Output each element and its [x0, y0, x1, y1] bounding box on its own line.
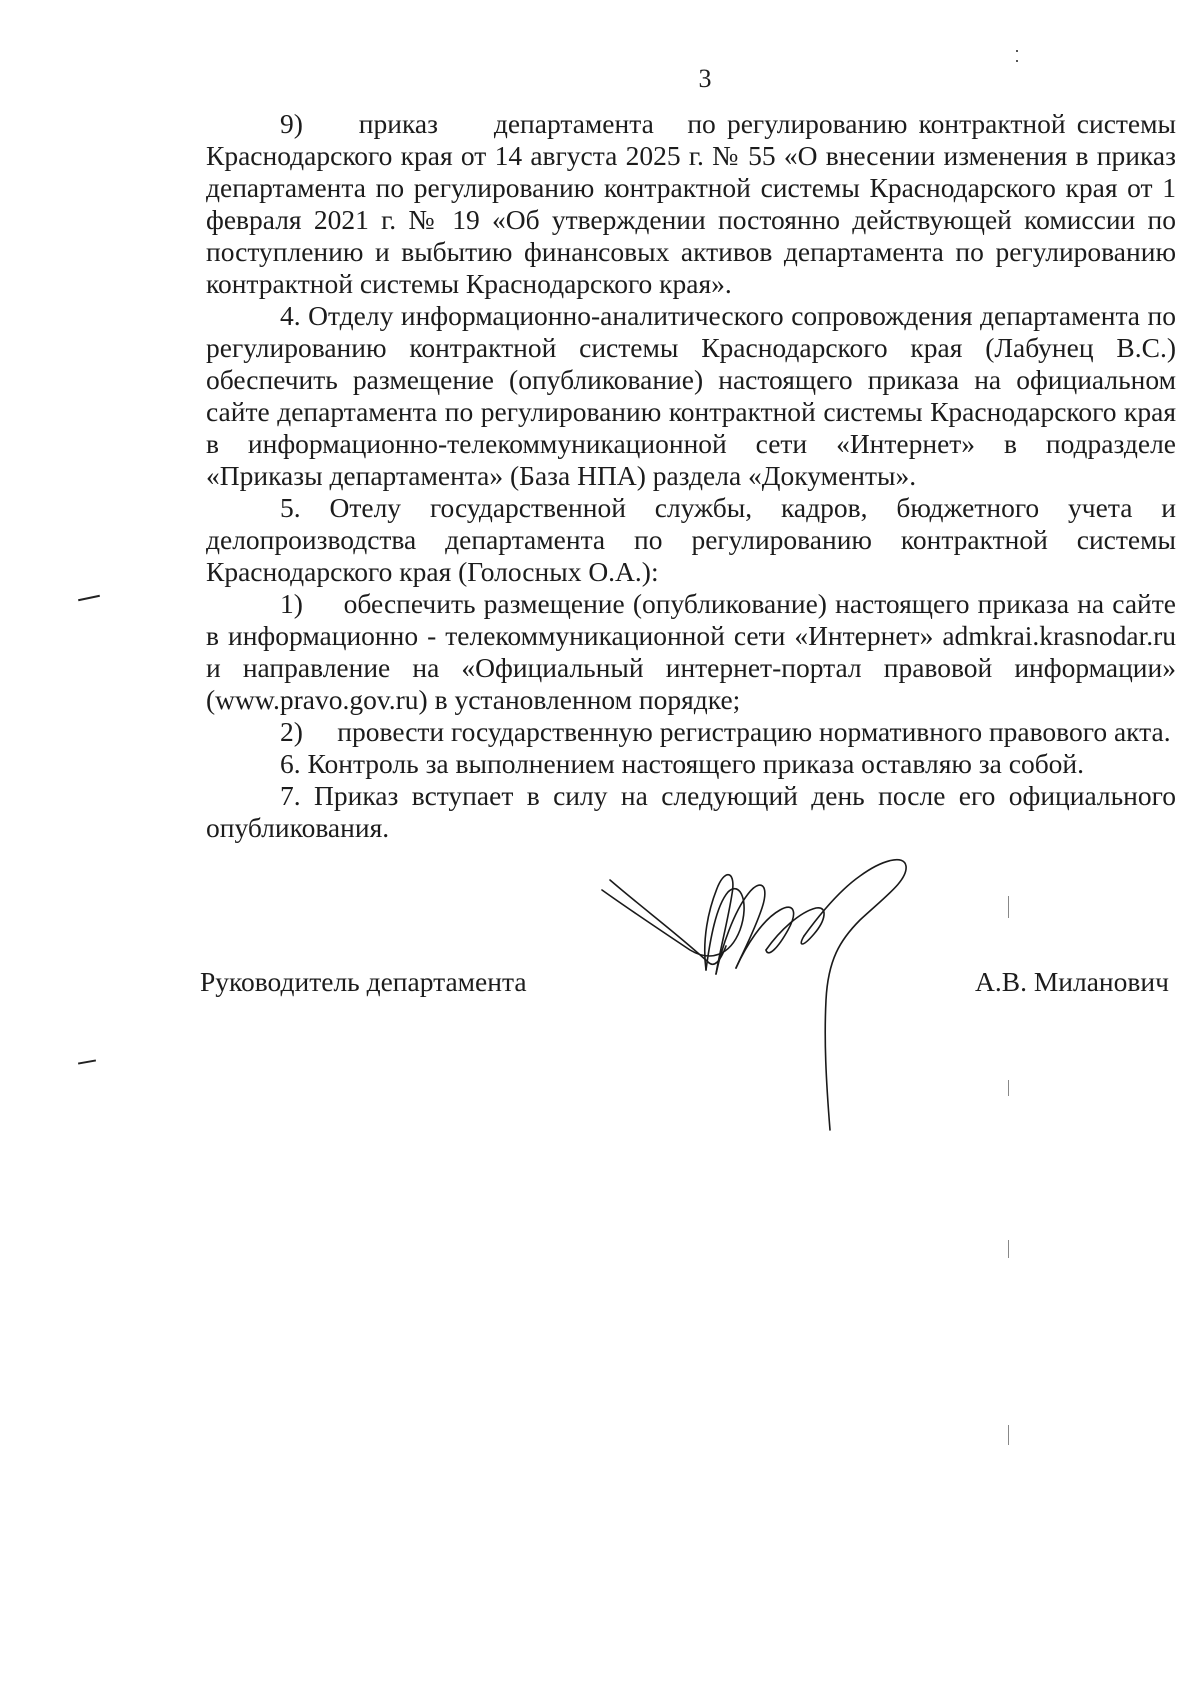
paragraph-7: 7. Приказ вступает в силу на следующий день после его официального опубликования. — [206, 780, 1176, 843]
paragraph-5-subitem-1: 1) обеспечить размещение (опубликование) настоящего приказа на сайте в информационно - телекоммуникационной сети «Интернет» admkrai.krasnodar.ru и направление на «Официальный интернет-портал правовой информации» (www.pravo.gov.ru) в установленном порядке; — [206, 588, 1176, 715]
document-body — [206, 108, 1176, 844]
paragraph-4: 4. Отделу информационно-аналитического сопровождения департамента по регулированию контрактной системы Краснодарского края (Лабунец В.С.) обеспечить размещение (опубликование) настоящего приказа на официальном сайте департамента по регулированию контрактной системы Краснодарского края в информационно-телекоммуникационной сети «Интернет» в подразделе «Приказы департамента» (База НПА) раздела «Документы». — [206, 300, 1176, 491]
scan-artifact-mark — [1008, 1240, 1009, 1258]
signer-name: А.В. Миланович — [975, 966, 1169, 997]
scan-artifact-mark — [1016, 50, 1018, 52]
scan-artifact-mark — [1008, 896, 1009, 918]
paragraph-item-9: 9) приказ департамента по регулированию контрактной системы Краснодарского края от 14 августа 2025 г. № 55 «О внесении изменения в приказ департамента по регулированию контрактной системы Краснодарского края от 1 февраля 2021 г. № 19 «Об утверждении постоянно действующей комиссии по поступлению и выбытию финансовых активов департамента по регулированию контрактной системы Краснодарского края». — [206, 108, 1176, 299]
scan-artifact-mark — [78, 1059, 96, 1064]
signature-block — [0, 966, 1200, 1006]
scan-artifact-mark — [1008, 1425, 1009, 1445]
paragraph-5-subitem-2: 2) провести государственную регистрацию нормативного правового акта. — [280, 716, 1171, 747]
signer-position: Руководитель департамента — [200, 966, 527, 997]
page-number: 3 — [698, 64, 712, 93]
scan-artifact-mark — [1008, 1080, 1009, 1096]
paragraph-6: 6. Контроль за выполнением настоящего приказа оставляю за собой. — [280, 748, 1085, 779]
scan-artifact-mark — [1016, 60, 1018, 62]
paragraph-5: 5. Отелу государственной службы, кадров, бюджетного учета и делопроизводства департамента по регулированию контрактной системы Краснодарского края (Голосных О.А.): — [206, 492, 1176, 587]
scan-artifact-mark — [78, 595, 100, 602]
